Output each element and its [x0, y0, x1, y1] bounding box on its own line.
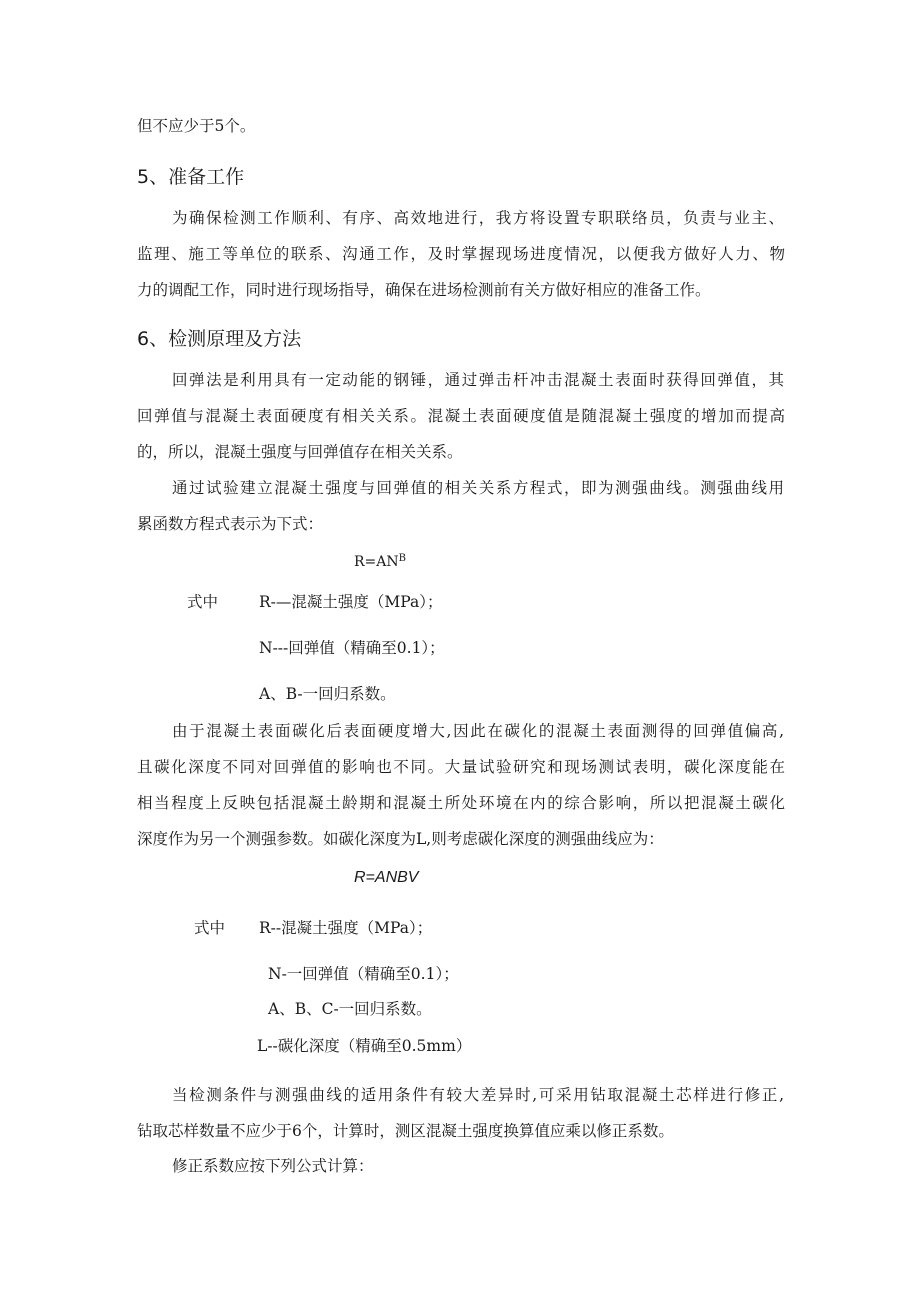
paragraph-line: 累函数方程式表示为下式： — [137, 515, 324, 533]
paragraph-line: 修正系数应按下列公式计算： — [172, 1157, 374, 1175]
variable-abc-definition: A、B、C-一回归系数。 — [268, 1000, 432, 1018]
section-heading-6: 6、检测原理及方法 — [137, 328, 302, 350]
paragraph-line: 回弹法是利用具有一定动能的钢锤，通过弹击杆冲击混凝土表面时获得回弹值，其 — [172, 371, 784, 389]
paragraph-line: 相当程度上反映包括混凝土龄期和混凝土所处环境在内的综合影响，所以把混凝土碳化 — [137, 794, 785, 812]
paragraph-line: 的，所以，混凝土强度与回弹值存在相关关系。 — [137, 443, 463, 461]
variable-l-definition: L--碳化深度（精确至0.5mm） — [257, 1037, 472, 1055]
paragraph-line: 由于混凝土表面碳化后表面硬度增大,因此在碳化的混凝土表面测得的回弹值偏高, — [172, 722, 784, 740]
paragraph-line: 回弹值与混凝土表面硬度有相关关系。混凝土表面硬度值是随混凝土强度的增加而提高 — [137, 407, 785, 425]
paragraph-line: 力的调配工作，同时进行现场指导，确保在进场检测前有关方做好相应的准备工作。 — [137, 281, 711, 299]
paragraph-line: 监理、施工等单位的联系、沟通工作，及时掌握现场进度情况，以便我方做好人力、物 — [137, 245, 785, 263]
section-heading-5: 5、准备工作 — [137, 166, 245, 188]
where-label: 式中 — [187, 593, 219, 611]
variable-n-definition: N---回弹值（精确至0.1）； — [259, 639, 445, 657]
paragraph-line: 深度作为另一个测强参数。如碳化深度为L,则考虑碳化深度的测强曲线应为： — [137, 830, 664, 848]
variable-n-definition: N-一回弹值（精确至0.1）； — [268, 965, 459, 983]
formula-power — [354, 552, 406, 572]
where-label: 式中 — [194, 919, 226, 937]
paragraph-continuation: 但不应少于5个。 — [137, 117, 256, 135]
formula-carbonation: R=ANBV — [354, 869, 419, 886]
formula-base: R=AN — [354, 554, 399, 570]
paragraph-line: 为确保检测工作顺利、有序、高效地进行，我方将设置专职联络员，负责与业主、 — [172, 209, 784, 227]
variable-r-definition: R--混凝土强度（MPa）； — [259, 919, 433, 937]
paragraph-line: 通过试验建立混凝土强度与回弹值的相关关系方程式，即为测强曲线。测强曲线用 — [172, 479, 784, 497]
paragraph-line: 且碳化深度不同对回弹值的影响也不同。大量试验研究和现场测试表明，碳化深度能在 — [137, 758, 785, 776]
variable-ab-definition: A、B-一回归系数。 — [259, 685, 396, 703]
paragraph-line: 钻取芯样数量不应少于6个，计算时，测区混凝土强度换算值应乘以修正系数。 — [137, 1122, 674, 1140]
paragraph-line: 当检测条件与测强曲线的适用条件有较大差异时,可采用钻取混凝土芯样进行修正, — [172, 1086, 784, 1104]
formula-exponent: B — [398, 553, 406, 564]
variable-r-definition: R-—混凝土强度（MPa）； — [259, 593, 443, 611]
